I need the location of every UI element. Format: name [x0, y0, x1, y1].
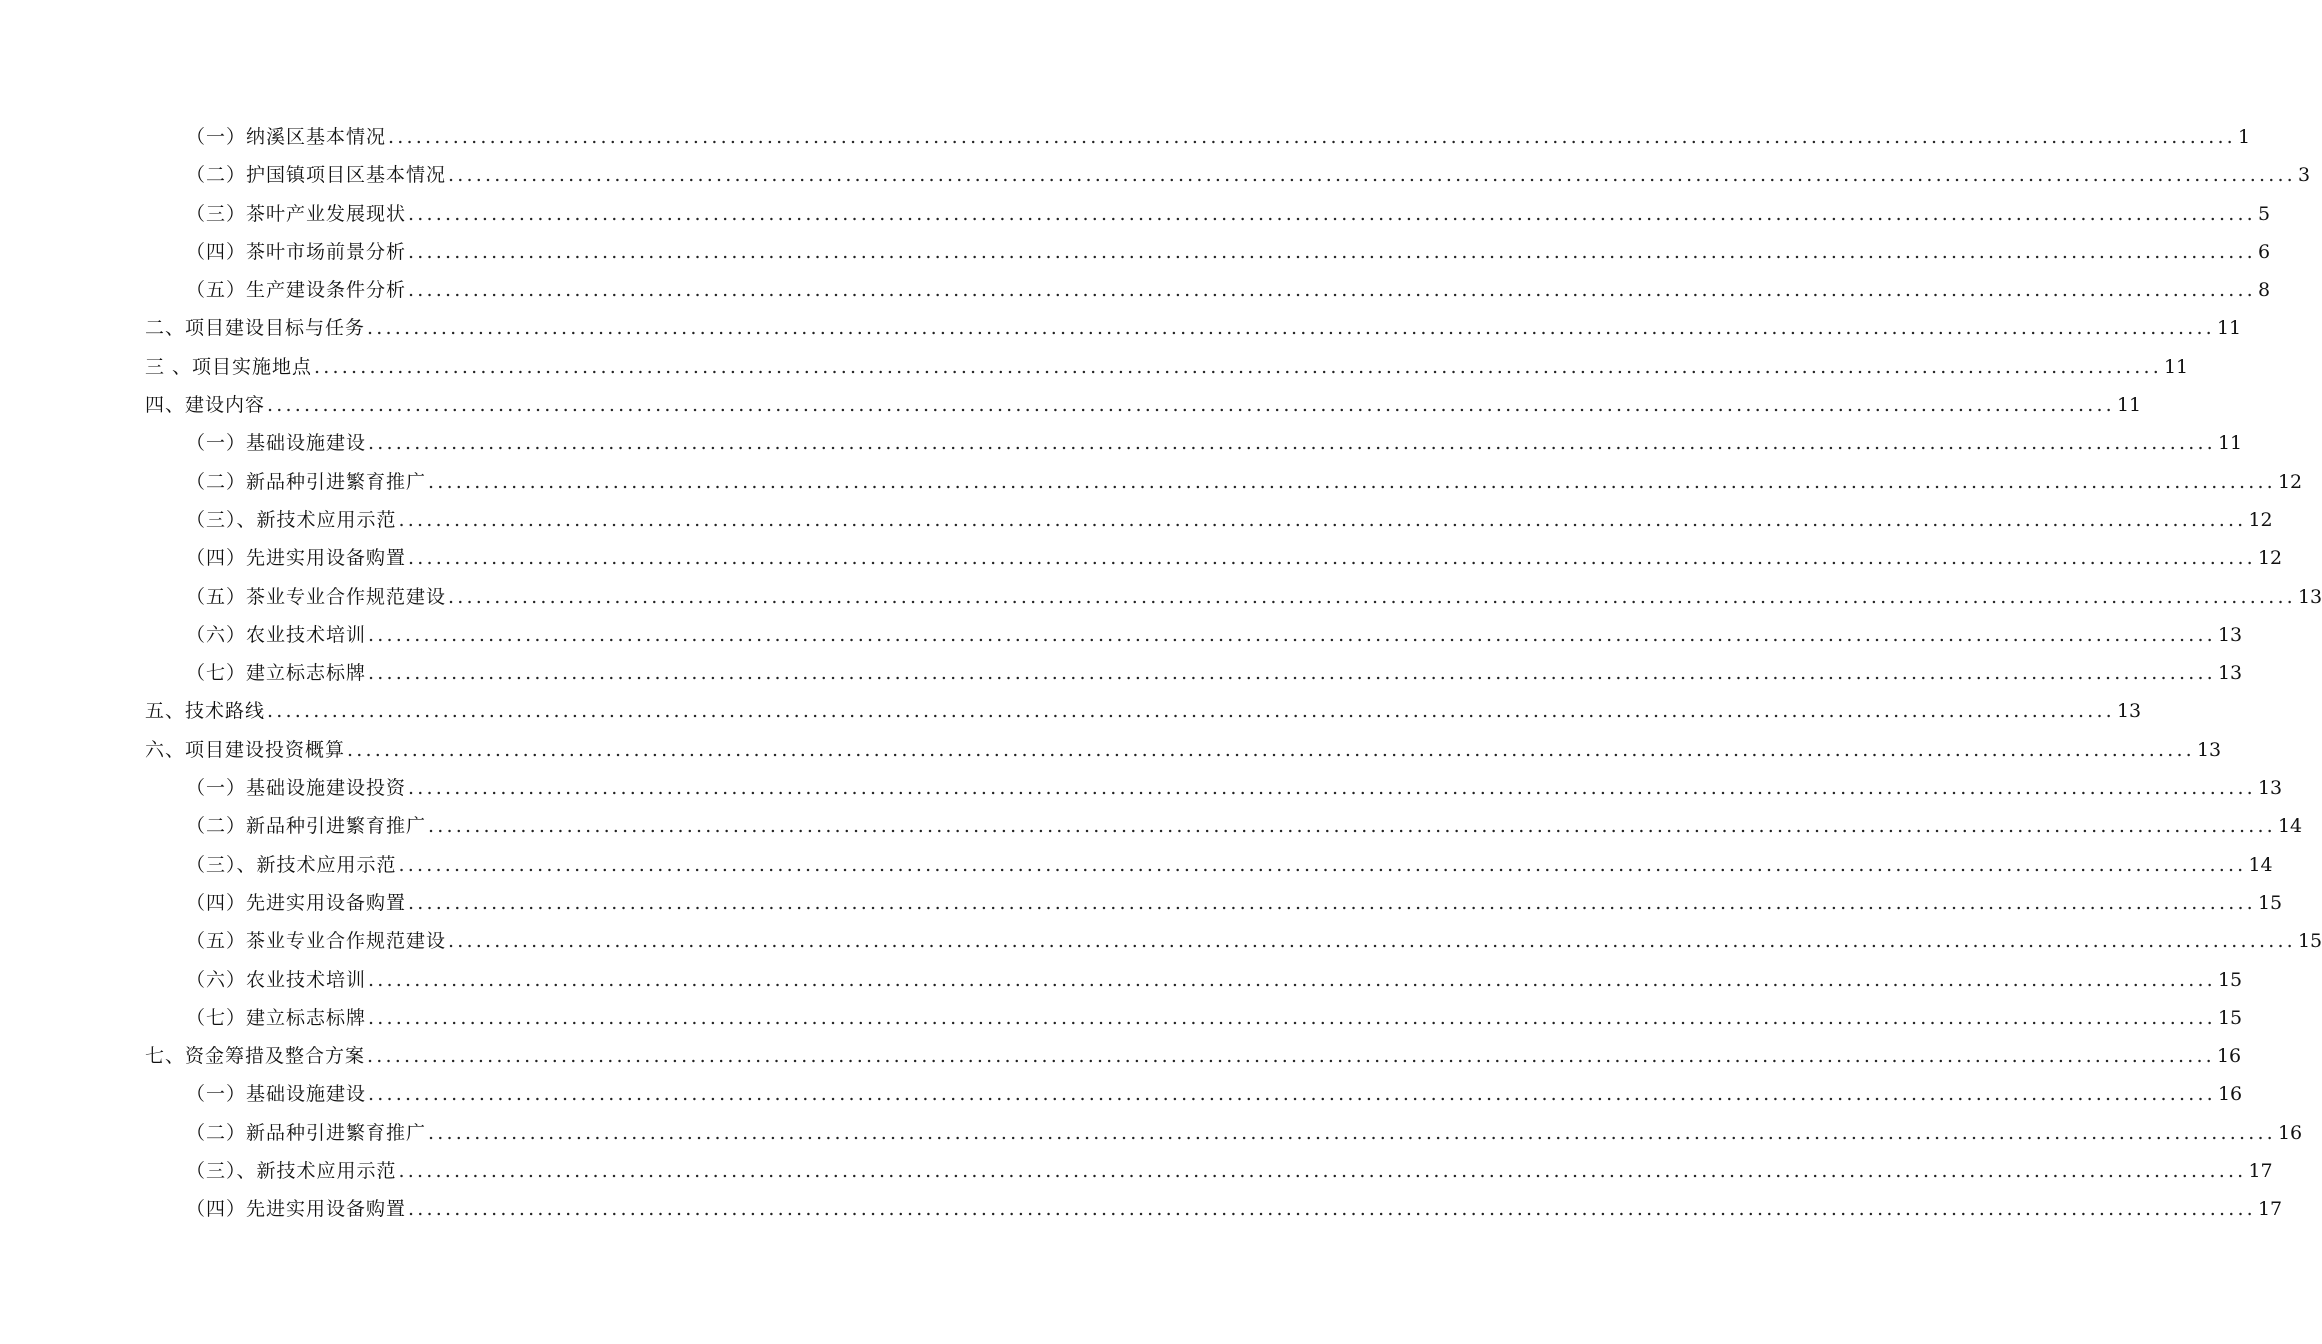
toc-entry-title: （四）茶叶市场前景分析	[186, 240, 407, 263]
toc-entry[interactable]	[0, 309, 2242, 347]
toc-dot-leader: ........................................................................................................................................................................................................	[368, 432, 2216, 455]
toc-entry[interactable]	[0, 961, 2243, 999]
toc-entry[interactable]	[0, 118, 2251, 156]
toc-entry-title: 四、建设内容	[145, 394, 266, 417]
toc-entry-page-number: 14	[2248, 853, 2273, 876]
toc-entry[interactable]	[0, 884, 2283, 922]
toc-entry-title: （五）茶业专业合作规范建设	[186, 930, 447, 953]
toc-dot-leader: ........................................................................................................................................................................................................	[408, 240, 2256, 263]
toc-entry-page-number: 15	[2257, 891, 2283, 914]
toc-entry[interactable]	[0, 1114, 2303, 1152]
toc-entry-page-number: 6	[2257, 240, 2271, 263]
toc-dot-leader: ........................................................................................................................................................................................................	[347, 738, 2195, 761]
toc-dot-leader: ........................................................................................................................................................................................................	[408, 777, 2256, 800]
toc-dot-leader: ........................................................................................................................................................................................................	[428, 1121, 2276, 1144]
toc-entry[interactable]	[0, 271, 2271, 309]
toc-entry[interactable]	[0, 578, 2322, 616]
toc-entry-page-number: 13	[2297, 585, 2322, 608]
toc-entry-page-number: 11	[2216, 317, 2242, 340]
toc-entry-page-number: 14	[2277, 815, 2303, 838]
toc-entry[interactable]	[0, 846, 2273, 884]
table-of-contents	[0, 118, 2322, 1229]
toc-entry-title: （六）农业技术培训	[186, 623, 367, 646]
toc-entry-page-number: 17	[2248, 1160, 2273, 1183]
toc-entry-title: （七）建立标志标牌	[186, 1006, 367, 1029]
toc-entry-page-number: 3	[2297, 164, 2311, 187]
toc-entry-page-number: 12	[2248, 508, 2273, 531]
toc-entry-title: （七）建立标志标牌	[186, 662, 367, 685]
toc-entry-title: （四）先进实用设备购置	[186, 891, 407, 914]
toc-entry-page-number: 15	[2217, 968, 2243, 991]
toc-dot-leader: ........................................................................................................................................................................................................	[408, 202, 2256, 225]
toc-entry[interactable]	[0, 731, 2222, 769]
toc-entry-page-number: 17	[2257, 1198, 2283, 1221]
toc-entry-page-number: 13	[2196, 738, 2222, 761]
toc-entry-title: （二）新品种引进繁育推广	[186, 470, 427, 493]
toc-dot-leader: ........................................................................................................................................................................................................	[368, 1006, 2216, 1029]
toc-entry-title: 三 、项目实施地点	[145, 355, 313, 378]
toc-entry-page-number: 13	[2257, 777, 2283, 800]
toc-entry-page-number: 12	[2257, 547, 2283, 570]
toc-entry-page-number: 11	[2163, 355, 2189, 378]
toc-entry-title: （三）、新技术应用示范	[186, 853, 397, 876]
toc-entry[interactable]	[0, 1037, 2242, 1075]
toc-dot-leader: ........................................................................................................................................................................................................	[408, 547, 2256, 570]
toc-entry-page-number: 13	[2116, 700, 2142, 723]
toc-entry-title: （一）基础设施建设	[186, 432, 367, 455]
toc-dot-leader: ........................................................................................................................................................................................................	[398, 853, 2247, 876]
toc-entry[interactable]	[0, 692, 2142, 730]
toc-entry[interactable]	[0, 654, 2243, 692]
toc-dot-leader: ........................................................................................................................................................................................................	[398, 1160, 2247, 1183]
toc-entry-title: （四）先进实用设备购置	[186, 547, 407, 570]
toc-entry-page-number: 15	[2297, 930, 2322, 953]
toc-dot-leader: ........................................................................................................................................................................................................	[267, 394, 2115, 417]
toc-entry-page-number: 15	[2217, 1006, 2243, 1029]
toc-entry[interactable]	[0, 1075, 2243, 1113]
toc-entry-title: （六）农业技术培训	[186, 968, 367, 991]
toc-entry-page-number: 8	[2257, 279, 2271, 302]
toc-entry-title: 五、技术路线	[145, 700, 266, 723]
toc-entry[interactable]	[0, 156, 2311, 194]
toc-entry-page-number: 11	[2217, 432, 2243, 455]
toc-entry-title: （二）新品种引进繁育推广	[186, 1121, 427, 1144]
toc-entry-title: （一）基础设施建设	[186, 1083, 367, 1106]
toc-entry[interactable]	[0, 1190, 2283, 1228]
toc-entry[interactable]	[0, 769, 2283, 807]
toc-dot-leader: ........................................................................................................................................................................................................	[408, 279, 2256, 302]
toc-dot-leader: ........................................................................................................................................................................................................	[367, 1045, 2215, 1068]
toc-entry-title: （一）纳溪区基本情况	[186, 126, 387, 148]
toc-entry-page-number: 13	[2217, 623, 2243, 646]
toc-dot-leader: ........................................................................................................................................................................................................	[388, 126, 2236, 148]
toc-entry[interactable]	[0, 539, 2283, 577]
toc-entry[interactable]	[0, 616, 2243, 654]
toc-dot-leader: ........................................................................................................................................................................................................	[368, 1083, 2216, 1106]
toc-entry-title: （二）新品种引进繁育推广	[186, 815, 427, 838]
toc-dot-leader: ........................................................................................................................................................................................................	[448, 164, 2296, 187]
toc-entry-page-number: 11	[2116, 394, 2142, 417]
toc-dot-leader: ........................................................................................................................................................................................................	[368, 662, 2216, 685]
toc-entry-title: （四）先进实用设备购置	[186, 1198, 407, 1221]
toc-entry[interactable]	[0, 999, 2243, 1037]
toc-dot-leader: ........................................................................................................................................................................................................	[408, 1198, 2256, 1221]
toc-dot-leader: ........................................................................................................................................................................................................	[448, 930, 2296, 953]
toc-dot-leader: ........................................................................................................................................................................................................	[267, 700, 2115, 723]
toc-entry[interactable]	[0, 463, 2303, 501]
toc-entry[interactable]	[0, 424, 2243, 462]
toc-entry-page-number: 12	[2277, 470, 2303, 493]
toc-dot-leader: ........................................................................................................................................................................................................	[367, 317, 2215, 340]
toc-entry[interactable]	[0, 922, 2322, 960]
toc-entry[interactable]	[0, 1152, 2273, 1190]
toc-entry-title: （三）茶叶产业发展现状	[186, 202, 407, 225]
toc-entry[interactable]	[0, 386, 2142, 424]
toc-entry-page-number: 16	[2217, 1083, 2243, 1106]
toc-entry-title: （三）、新技术应用示范	[186, 508, 397, 531]
toc-dot-leader: ........................................................................................................................................................................................................	[448, 585, 2296, 608]
toc-entry-page-number: 16	[2277, 1121, 2303, 1144]
toc-dot-leader: ........................................................................................................................................................................................................	[368, 623, 2216, 646]
toc-entry-title: 六、项目建设投资概算	[145, 738, 346, 761]
toc-entry-page-number: 16	[2216, 1045, 2242, 1068]
toc-entry-title: （一）基础设施建设投资	[186, 777, 407, 800]
toc-entry[interactable]	[0, 501, 2273, 539]
toc-dot-leader: ........................................................................................................................................................................................................	[368, 968, 2216, 991]
toc-entry-title: 七、资金筹措及整合方案	[145, 1045, 366, 1068]
toc-dot-leader: ........................................................................................................................................................................................................	[428, 470, 2276, 493]
toc-dot-leader: ........................................................................................................................................................................................................	[314, 355, 2162, 378]
toc-dot-leader: ........................................................................................................................................................................................................	[408, 891, 2256, 914]
toc-entry[interactable]	[0, 807, 2303, 845]
toc-entry-page-number: 13	[2217, 662, 2243, 685]
toc-dot-leader: ........................................................................................................................................................................................................	[428, 815, 2276, 838]
toc-dot-leader: ........................................................................................................................................................................................................	[398, 508, 2247, 531]
toc-entry-title: （五）茶业专业合作规范建设	[186, 585, 447, 608]
toc-entry-page-number: 5	[2257, 202, 2271, 225]
toc-entry-page-number: 1	[2237, 126, 2251, 148]
toc-entry[interactable]	[0, 195, 2271, 233]
toc-entry[interactable]	[0, 348, 2189, 386]
toc-entry-title: （五）生产建设条件分析	[186, 279, 407, 302]
toc-entry-title: （二）护国镇项目区基本情况	[186, 164, 447, 187]
toc-entry-title: （三）、新技术应用示范	[186, 1160, 397, 1183]
toc-entry-title: 二、项目建设目标与任务	[145, 317, 366, 340]
toc-entry[interactable]	[0, 233, 2271, 271]
